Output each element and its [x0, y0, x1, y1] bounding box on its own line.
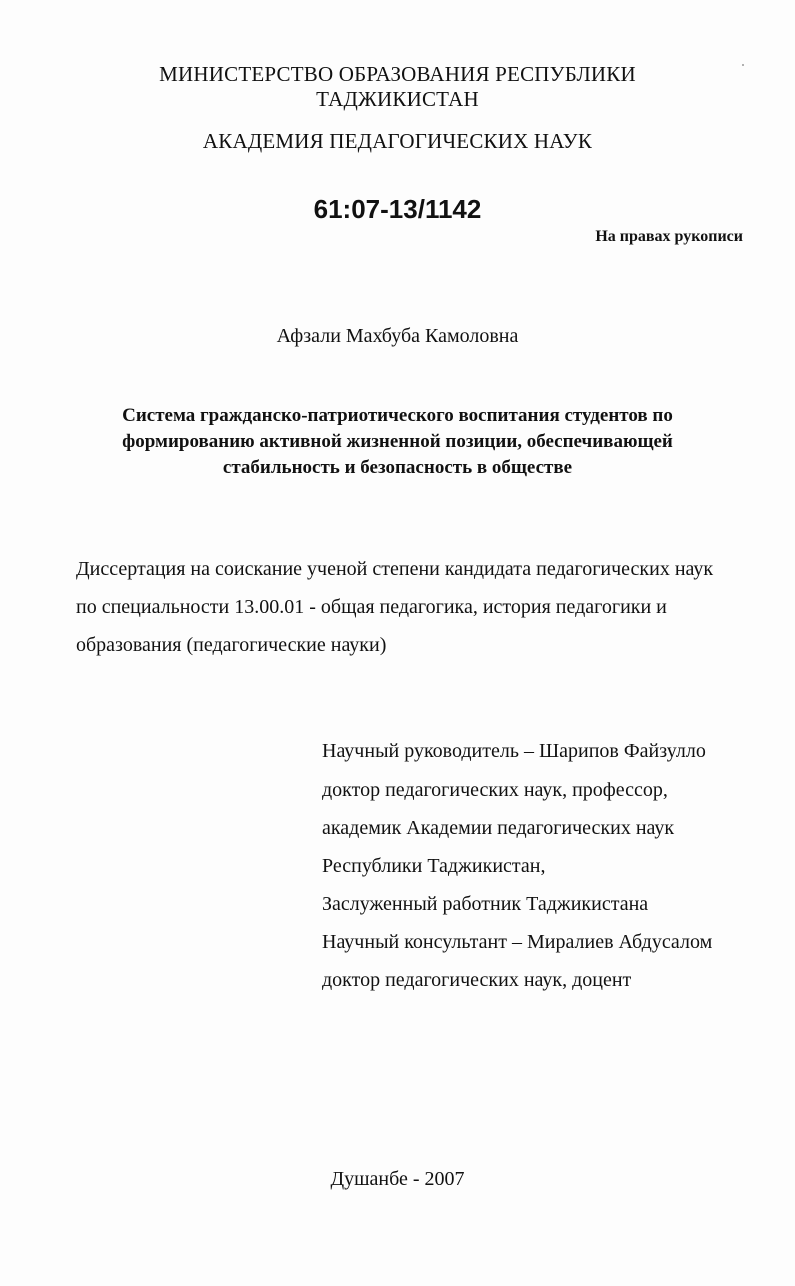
- ministry-line-1: МИНИСТЕРСТВО ОБРАЗОВАНИЯ РЕСПУБЛИКИ: [159, 62, 636, 86]
- ministry-line-2: ТАДЖИКИСТАН: [316, 87, 479, 111]
- thesis-title-line-2: формированию активной жизненной позиции, обеспечивающей: [122, 431, 673, 452]
- academy-name: АКАДЕМИЯ ПЕДАГОГИЧЕСКИХ НАУК: [202, 129, 593, 153]
- supervisor-line: Научный руководитель – Шарипов Файзулло: [322, 740, 706, 762]
- thesis-title-line-1: Система гражданско-патриотического воспитания студентов по: [122, 405, 673, 426]
- supervisor-line: Республики Таджикистан,: [322, 855, 546, 877]
- description-line-2: по специальности 13.00.01 - общая педагогика, история педагогики и: [76, 596, 667, 618]
- description-line-1: Диссертация на соискание ученой степени кандидата педагогических наук: [76, 558, 714, 580]
- city-year: Душанбе - 2007: [330, 1168, 465, 1190]
- rights-note: На правах рукописи: [595, 228, 743, 245]
- scan-speck: [742, 64, 744, 66]
- supervisor-line: доктор педагогических наук, профессор,: [322, 779, 668, 801]
- consultant-line: доктор педагогических наук, доцент: [322, 969, 632, 991]
- consultant-line: Научный консультант – Миралиев Абдусалом: [322, 931, 713, 953]
- supervisor-line: академик Академии педагогических наук: [322, 817, 675, 839]
- thesis-title-line-3: стабильность и безопасность в обществе: [222, 457, 573, 478]
- description-line-3: образования (педагогические науки): [76, 634, 387, 656]
- author-name: Афзали Махбуба Камоловна: [276, 325, 519, 347]
- supervisor-line: Заслуженный работник Таджикистана: [322, 893, 649, 915]
- catalog-code: 61:07-13/1142: [313, 194, 482, 224]
